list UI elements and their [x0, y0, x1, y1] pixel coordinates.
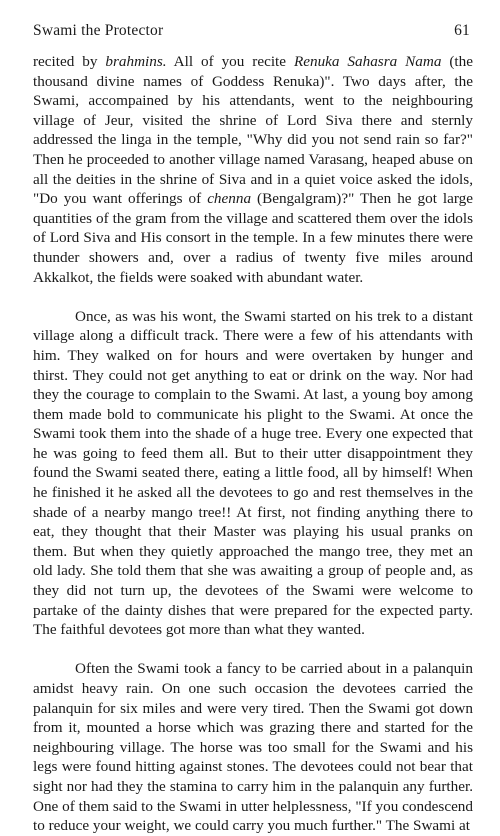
paragraph-1-italic-chenna: chenna	[207, 190, 252, 208]
paragraph-3-text: Often the Swami took a fancy to be carried about in a palanquin amidst heavy rain. On one such occasion the devotees carried the palanquin for six miles and were very tired. Then the Swami got down from it, mounted a horse which was grazing there and started for the neighbouring village. The horse was too small for the Swami and his legs were found hitting against stones. The devotees could not bear that sight nor had they the stamina to carry him in the palanquin any further. One of them said to the Swami in utter helplessness, "If you condescend to reduce your weight, we could carry you much further." The Swami at	[33, 660, 473, 835]
running-head	[33, 22, 470, 42]
paragraph-2-text: Once, as was his wont, the Swami started on his trek to a distant village along a difficult track. There were a few of his attendants with him. They walked on for hours and were overtaken by hunger and thirst. They could not get anything to eat or drink on the way. Nor had they the courage to complain to the Swami. At last, a young boy among them made bold to communicate his plight to the Swami. At once the Swami took them into the shade of a huge tree. Every one expected that he was going to feed them all. But to their utter disappointment they found the Swami seated there, eating a little food, all by himself! When he finished it he asked all the devotees to go and rest themselves in the shade of a nearby mango tree!! At first, not finding anything there to eat, they thought that their Master was playing his usual pranks on them. But when they quietly approached the mango tree, they met an old lady. She told them that she was awaiting a group of people and, as they did not turn up, the devotees of the Swami were welcome to partake of the dainty dishes that were prepared for the expected party. The faithful devotees got more than what they wanted.	[33, 307, 473, 639]
paragraph-1	[33, 52, 473, 287]
body-text	[33, 52, 473, 836]
paragraph-1-italic-brahmins: brahmins.	[105, 53, 167, 70]
paragraph-1-text: (the thousand divine names of Goddess Renuka)". Two days after, the Swami, accompained by his attendants, went to the neighbouring village of Jeur, visited the shrine of Lord Siva there and sternly addressed the linga in the temple, "Why did you not send rain so far?" Then he proceeded to another village named Varasang, heaped abuse on all the deities in the shrine of Siva and in a quiet voice asked the idols, "Do you want offerings of	[33, 53, 473, 208]
paragraph-3	[33, 659, 473, 835]
paragraph-1-text: recited by	[33, 53, 106, 70]
paragraph-2	[33, 307, 473, 640]
paragraph-1-italic-renuka: Renuka Sahasra Nama	[293, 53, 442, 70]
page-number: 61	[454, 22, 470, 39]
paragraph-1-text: (Bengalgram)?" Then he got large quantities of the gram from the village and scattered them over the idols of Lord Siva and His consort in the temple. In a few minutes there were thunder showers and, over a radius of twenty five miles around Akkalkot, the fields were soaked with abundant water.	[33, 190, 473, 286]
running-title: Swami the Protector	[33, 22, 164, 39]
paragraph-1-text: All of you recite	[166, 53, 294, 70]
